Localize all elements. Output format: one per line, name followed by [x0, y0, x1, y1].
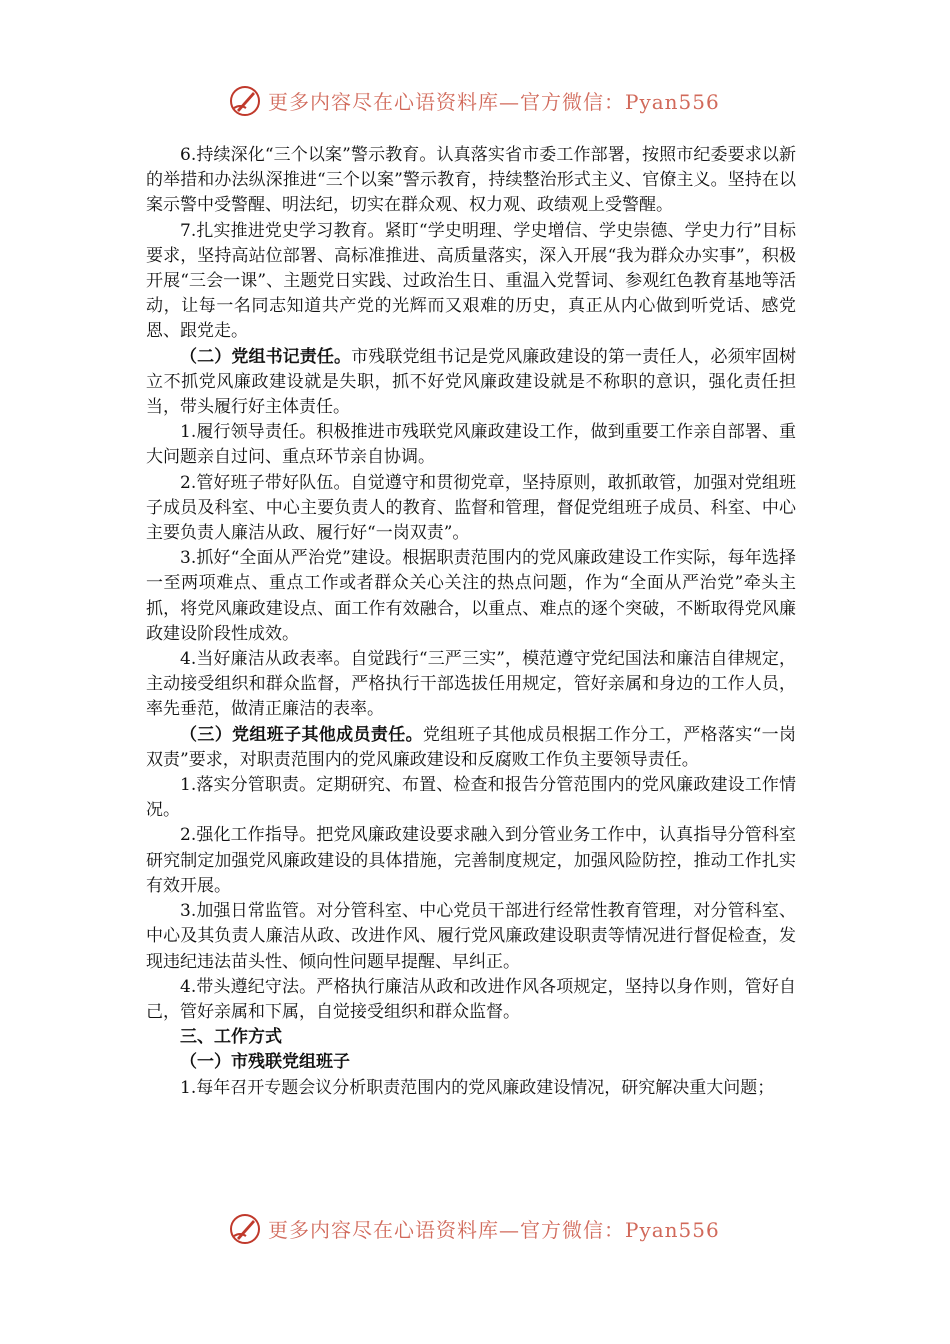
section-heading-secretary: （二）党组书记责任。 [180, 346, 352, 367]
paragraph-leadership-duty: 1.履行领导责任。积极推进市残联党风廉政建设工作，做到重要工作亲自部署、重大问题亲自过问、重点环节亲自协调。 [146, 422, 796, 468]
paragraph-implement-duty: 1.落实分管职责。定期研究、布置、检查和报告分管范围内的党风廉政建设工作情况。 [146, 775, 796, 821]
paragraph-other-members-responsibility [146, 723, 796, 773]
footer-banner [0, 1210, 950, 1250]
paragraph-body: 市残联党组书记是党风廉政建设的第一责任人，必须牢固树立不抓党风廉政建设就是失职，抓不好党风廉政建设就是不称职的意识，强化责任担当，带头履行好主体责任。 [146, 346, 797, 418]
paragraph-law-abiding: 4.带头遵纪守法。严格执行廉洁从政和改进作风各项规定，坚持以身作则，管好自己，管好亲属和下属，自觉接受组织和群众监督。 [146, 976, 796, 1022]
paragraph-guidance: 2.强化工作指导。把党风廉政建设要求融入到分管业务工作中，认真指导分管科室研究制定加强党风廉政建设的具体措施，完善制度规定，加强风险防控，推动工作扎实有效开展。 [146, 825, 796, 896]
paragraph-integrity-model: 4.当好廉洁从政表率。自觉践行“三严三实”，模范遵守党纪国法和廉洁自律规定，主动接受组织和群众监督，严格执行干部选拔任用规定，管好亲属和身边的工作人员，率先垂范，做清正廉洁的表率。 [146, 649, 796, 720]
banner-text: 更多内容尽在心语资料库—官方微信：Pyan556 [268, 1218, 720, 1242]
paragraph-daily-supervision: 3.加强日常监管。对分管科室、中心党员干部进行经常性教育管理，对分管科室、中心及其负责人廉洁从政、改进作风、履行党风廉政建设职责等情况进行督促检查，发现违纪违法苗头性、倾向性问题早提醒、早纠正。 [146, 901, 796, 972]
paragraph-6: 6.持续深化“三个以案”警示教育。认真落实省市委工作部署，按照市纪委要求以新的举措和办法纵深推进“三个以案”警示教育，持续整治形式主义、官僚主义。坚持在以案示警中受警醒、明法纪，切实在群众观、权力观、政绩观上受警醒。 [146, 145, 796, 216]
paragraph-annual-meeting: 1.每年召开专题会议分析职责范围内的党风廉政建设情况，研究解决重大问题； [180, 1077, 775, 1098]
subsection-heading-party-group: （一）市残联党组班子 [180, 1052, 350, 1073]
paragraph-body: 党组班子其他成员根据工作分工，严格落实“一岗双责”要求，对职责范围内的党风廉政建设和反腐败工作负主要领导责任。 [146, 724, 796, 770]
banner-text: 更多内容尽在心语资料库—官方微信：Pyan556 [268, 90, 720, 114]
header-banner [0, 82, 950, 122]
section-heading-work-method: 三、工作方式 [180, 1027, 282, 1048]
section-heading-other-members: （三）党组班子其他成员责任。 [180, 724, 423, 745]
paragraph-strict-governance: 3.抓好“全面从严治党”建设。根据职责范围内的党风廉政建设工作实际，每年选择一至两项难点、重点工作或者群众关心关注的热点问题，作为“全面从严治党”牵头主抓，将党风廉政建设点、面工作有效融合，以重点、难点的逐个突破，不断取得党风廉政建设阶段性成效。 [146, 548, 796, 644]
paragraph-7: 7.扎实推进党史学习教育。紧盯“学史明理、学史增信、学史崇德、学史力行”目标要求，坚持高站位部署、高标准推进、高质量落实，深入开展“我为群众办实事”，积极开展“三会一课”、主题党日实践、过政治生日、重温入党誓词、参观红色教育基地等活动，让每一名同志知道共产党的光辉而又艰难的历史，真正从内心做到听党话、感党恩、跟党走。 [146, 220, 796, 342]
quill-pen-logo-icon [228, 1212, 262, 1246]
document-body [146, 143, 796, 1101]
paragraph-secretary-responsibility [146, 345, 796, 421]
quill-pen-logo-icon [228, 84, 262, 118]
paragraph-team-management: 2.管好班子带好队伍。自觉遵守和贯彻党章，坚持原则，敢抓敢管，加强对党组班子成员及科室、中心主要负责人的教育、监督和管理，督促党组班子成员、科室、中心主要负责人廉洁从政、履行好“一岗双责”。 [146, 472, 796, 544]
